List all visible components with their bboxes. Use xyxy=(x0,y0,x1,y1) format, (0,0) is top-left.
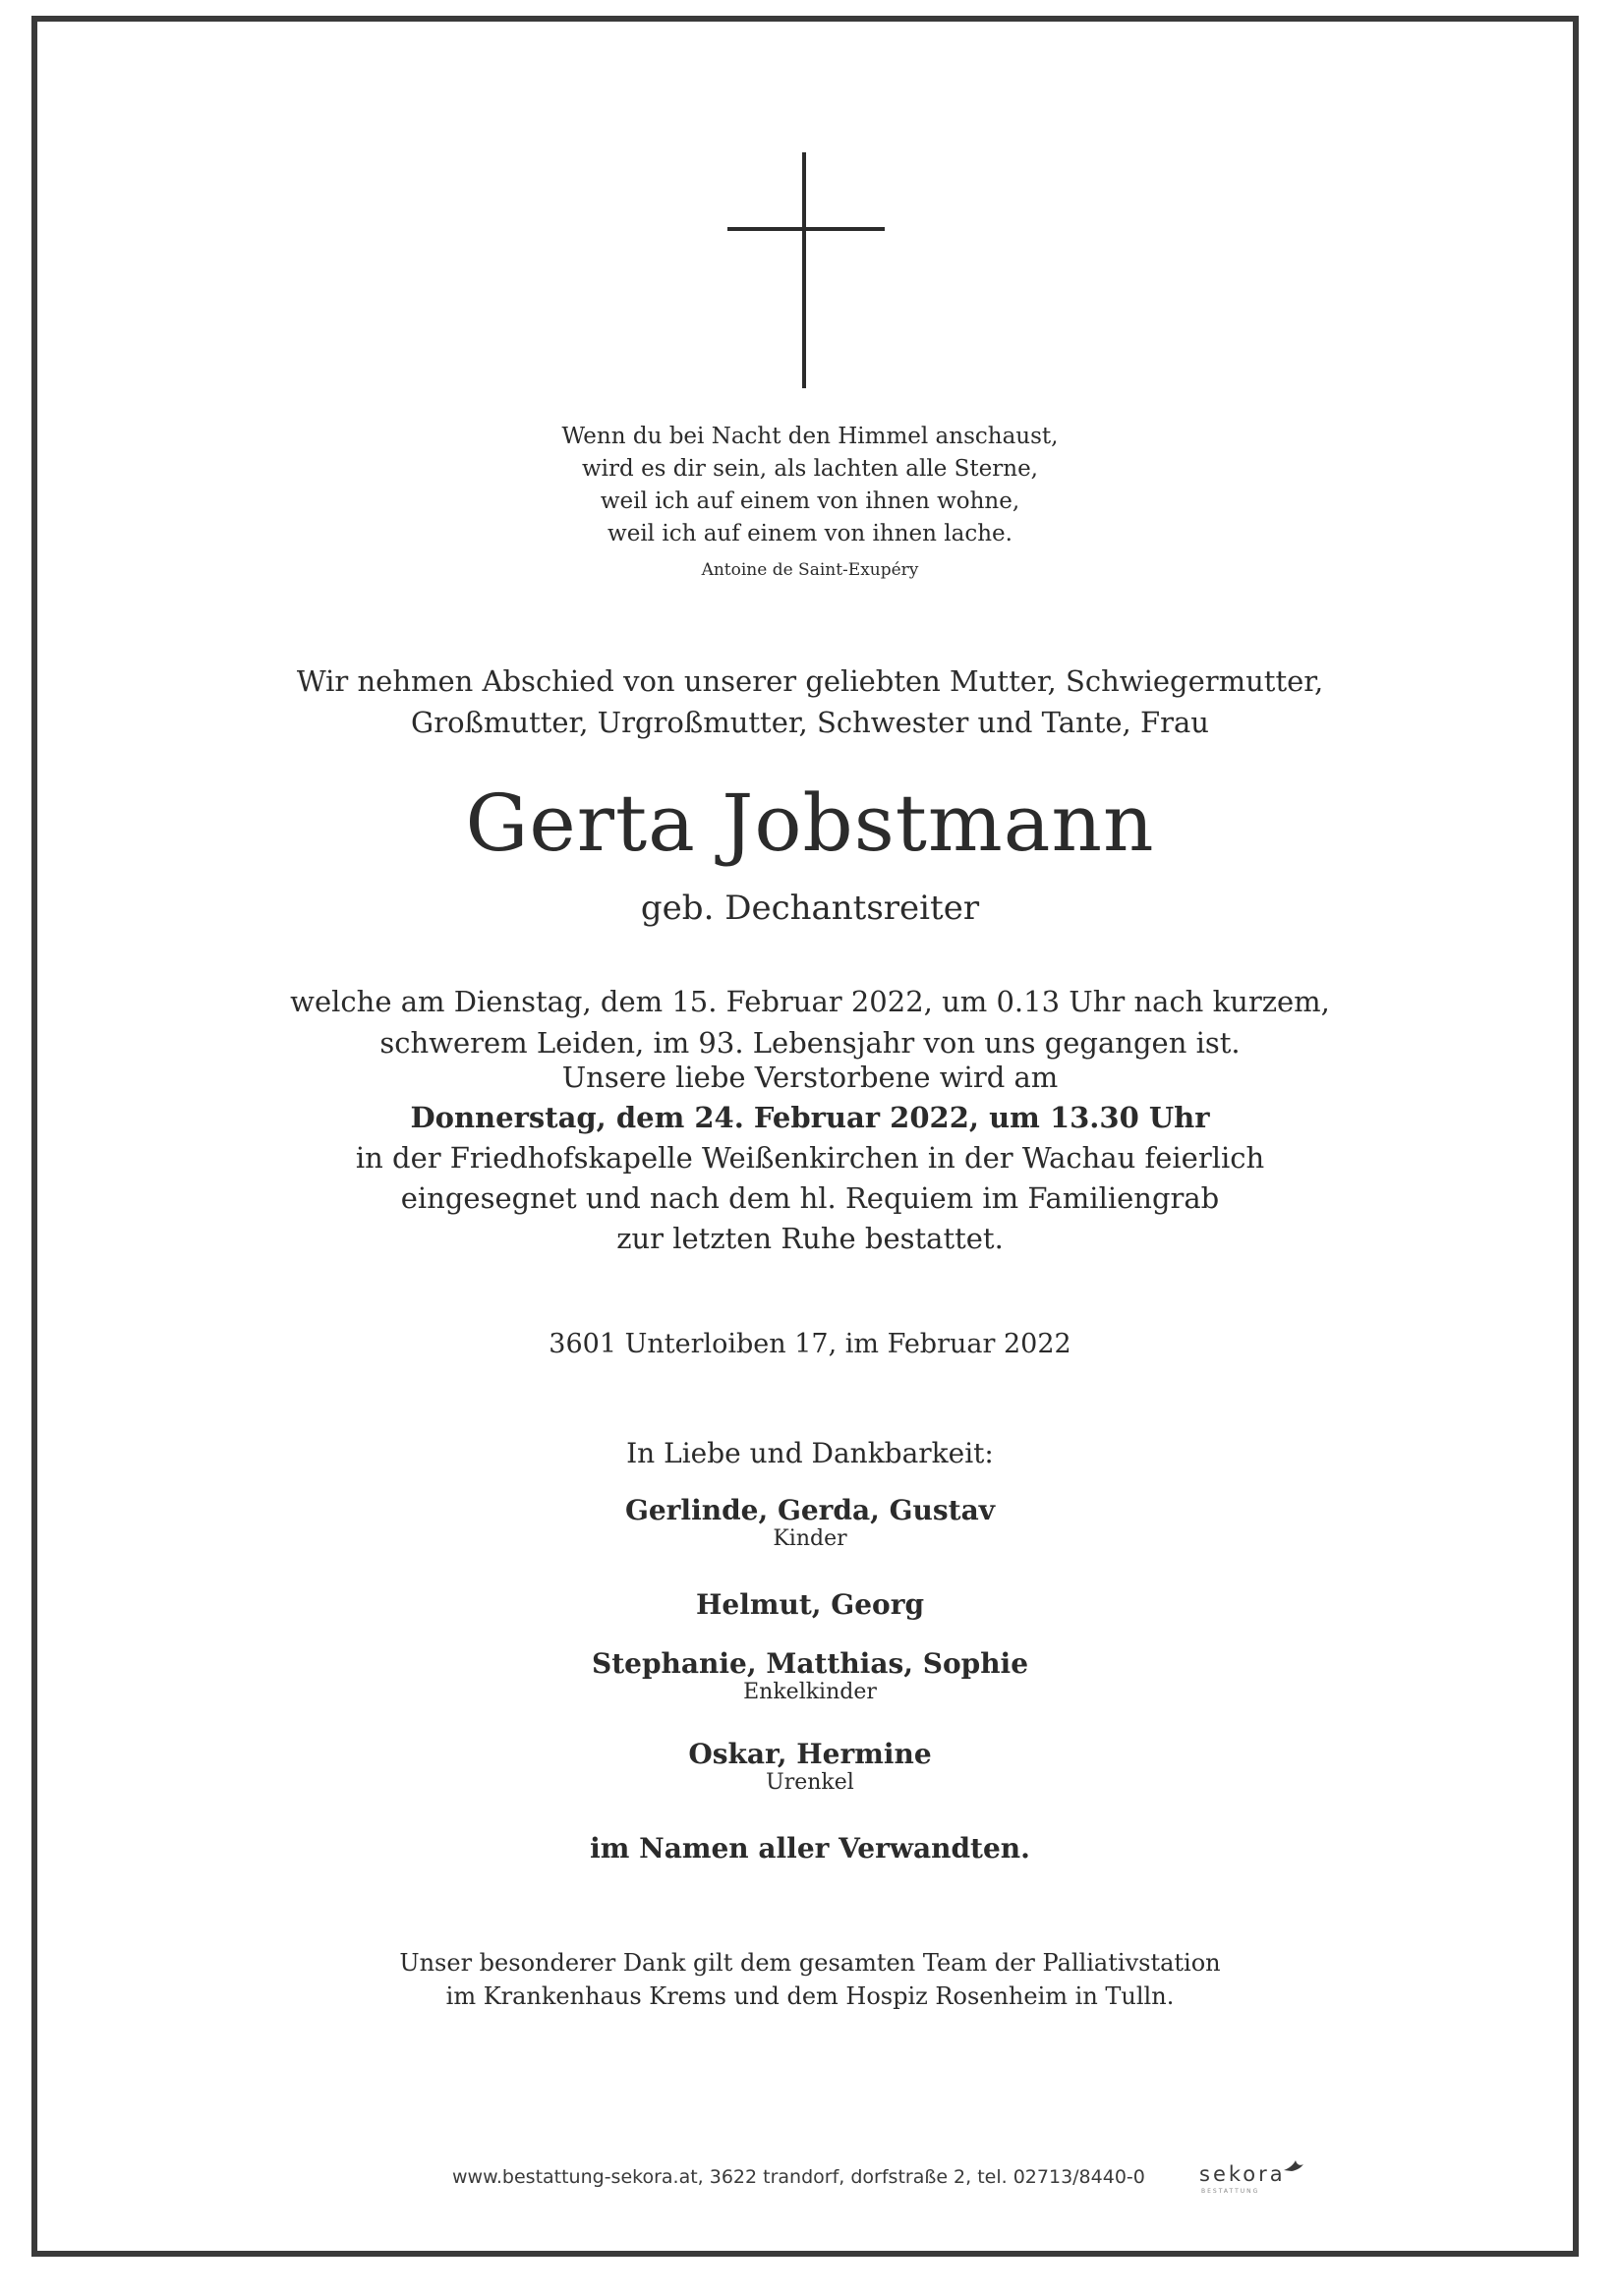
thanks-text xyxy=(0,1946,1620,2013)
family-group xyxy=(0,1647,1620,1704)
funeral-date: Donnerstag, dem 24. Februar 2022, um 13.30 Uhr xyxy=(410,1101,1210,1134)
funeral-line: in der Friedhofskapelle Weißenkirchen in der Wachau feierlich xyxy=(355,1141,1265,1175)
deceased-name: Gerta Jobstmann xyxy=(465,777,1155,869)
poem xyxy=(0,421,1620,550)
family-relation: Urenkel xyxy=(766,1770,854,1795)
family-group xyxy=(0,1738,1620,1795)
funeral-info xyxy=(0,1058,1620,1259)
family-group xyxy=(0,1588,1620,1621)
family-relation: Enkelkinder xyxy=(743,1680,877,1704)
thanks-line: Unser besonderer Dank gilt dem gesamten Team der Palliativstation xyxy=(399,1949,1221,1977)
closing-line: im Namen aller Verwandten. xyxy=(590,1832,1030,1865)
footer-contact: www.bestattung-sekora.at, 3622 trandorf, dorfstraße 2, tel. 02713/8440-0 xyxy=(452,2166,1145,2188)
family-group xyxy=(0,1494,1620,1551)
poem-line: weil ich auf einem von ihnen lache. xyxy=(608,521,1012,546)
company-logo xyxy=(1199,2158,1307,2202)
funeral-line: zur letzten Ruhe bestattet. xyxy=(616,1222,1004,1255)
intro-line: Wir nehmen Abschied von unserer geliebten Mutter, Schwiegermutter, xyxy=(296,664,1324,698)
family-relation: Kinder xyxy=(773,1526,847,1551)
thanks-line: im Krankenhaus Krems und dem Hospiz Rosenheim in Tulln. xyxy=(445,1982,1175,2010)
cross-icon xyxy=(727,152,885,388)
family-names: Helmut, Georg xyxy=(695,1588,925,1621)
funeral-line: eingesegnet und nach dem hl. Requiem im Familiengrab xyxy=(400,1181,1220,1215)
intro-line: Großmutter, Urgroßmutter, Schwester und Tante, Frau xyxy=(411,706,1209,739)
bird-icon xyxy=(1282,2158,1305,2174)
logo-text: sekora xyxy=(1199,2162,1286,2186)
poem-line: weil ich auf einem von ihnen wohne, xyxy=(600,488,1020,514)
logo-subtext: BESTATTUNG xyxy=(1201,2188,1260,2195)
place-date: 3601 Unterloiben 17, im Februar 2022 xyxy=(549,1329,1071,1359)
poem-line: wird es dir sein, als lachten alle Sterne, xyxy=(582,456,1038,482)
family-names: Gerlinde, Gerda, Gustav xyxy=(624,1494,996,1526)
birth-name: geb. Dechantsreiter xyxy=(640,889,980,928)
poem-line: Wenn du bei Nacht den Himmel anschaust, xyxy=(561,424,1059,449)
death-line: welche am Dienstag, dem 15. Februar 2022, um 0.13 Uhr nach kurzem, xyxy=(290,985,1330,1018)
love-line: In Liebe und Dankbarkeit: xyxy=(626,1437,994,1469)
death-notice xyxy=(0,981,1620,1063)
family-names: Stephanie, Matthias, Sophie xyxy=(591,1647,1029,1680)
intro-text xyxy=(0,660,1620,743)
funeral-line: Unsere liebe Verstorbene wird am xyxy=(561,1061,1059,1094)
poem-author: Antoine de Saint-Exupéry xyxy=(701,560,919,580)
death-line: schwerem Leiden, im 93. Lebensjahr von uns gegangen ist. xyxy=(379,1026,1241,1060)
family-names: Oskar, Hermine xyxy=(688,1738,932,1770)
